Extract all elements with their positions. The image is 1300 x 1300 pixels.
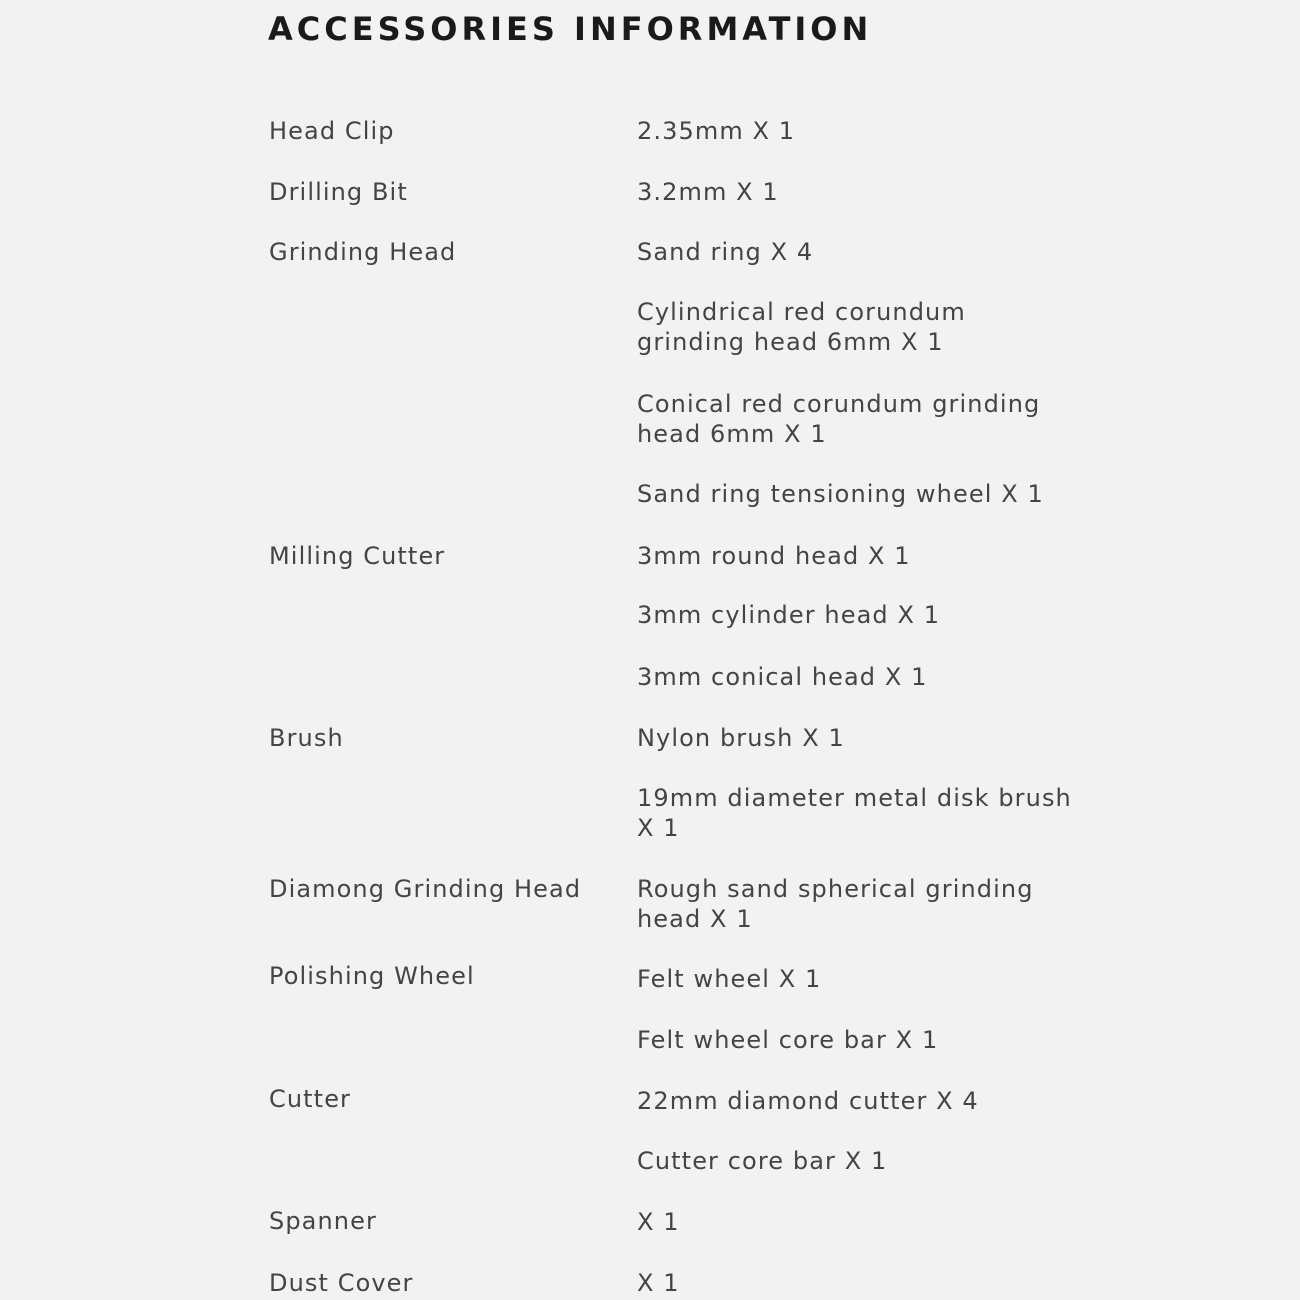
item-value: Nylon brush X 1 (637, 724, 845, 752)
page-title: ACCESSORIES INFORMATION (268, 10, 873, 48)
category-label: Spanner (269, 1207, 377, 1235)
item-value: 3mm cylinder head X 1 (637, 601, 941, 629)
item-value: Sand ring tensioning wheel X 1 (637, 480, 1044, 508)
item-value: Sand ring X 4 (637, 238, 814, 266)
item-value: Rough sand spherical grinding head X 1 (637, 875, 1034, 933)
item-value: Cylindrical red corundum grinding head 6mm X 1 (637, 298, 966, 356)
category-label: Diamong Grinding Head (269, 875, 582, 903)
category-label: Head Clip (269, 117, 395, 145)
item-value: 2.35mm X 1 (637, 117, 796, 145)
item-value: 19mm diameter metal disk brush X 1 (637, 784, 1072, 842)
item-value: Felt wheel core bar X 1 (637, 1026, 939, 1054)
category-label: Polishing Wheel (269, 962, 475, 990)
category-label: Dust Cover (269, 1269, 414, 1297)
category-label: Drilling Bit (269, 178, 408, 206)
item-value: 22mm diamond cutter X 4 (637, 1087, 979, 1115)
category-label: Grinding Head (269, 238, 457, 266)
item-value: 3mm conical head X 1 (637, 663, 928, 691)
category-label: Milling Cutter (269, 542, 446, 570)
item-value: Conical red corundum grinding head 6mm X 1 (637, 390, 1041, 448)
item-value: Felt wheel X 1 (637, 965, 822, 993)
item-value: 3mm round head X 1 (637, 542, 911, 570)
item-value: 3.2mm X 1 (637, 178, 779, 206)
item-value: X 1 (637, 1208, 680, 1236)
item-value: Cutter core bar X 1 (637, 1147, 888, 1175)
category-label: Brush (269, 724, 344, 752)
item-value: X 1 (637, 1269, 680, 1297)
category-label: Cutter (269, 1085, 352, 1113)
